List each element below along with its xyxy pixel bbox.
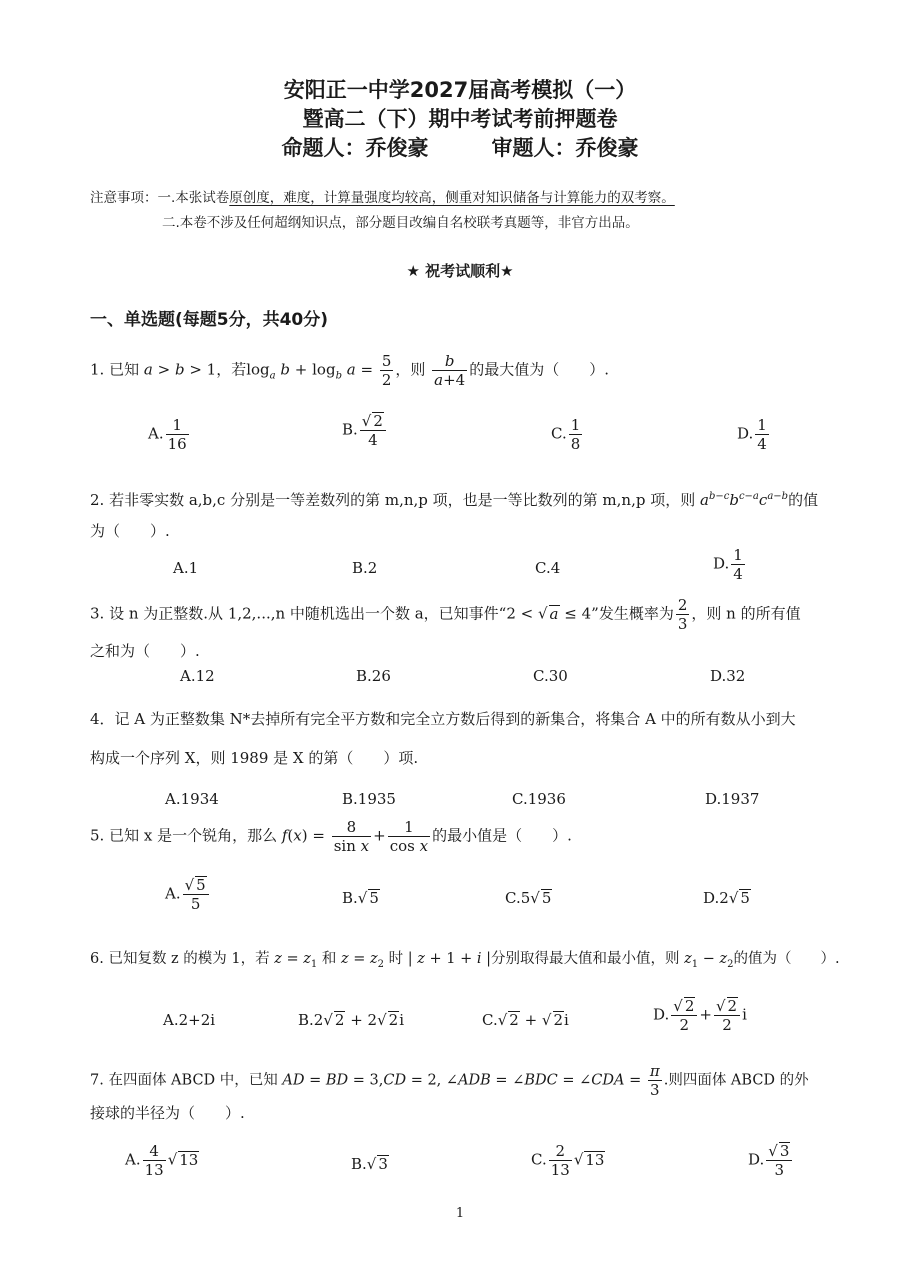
q7-option-a: A. $\frac{4}{13}$ √ 13 <box>125 1142 199 1179</box>
question-7: 7. 在四面体 ABCD 中，已知 AD = BD = 3,CD = 2, ∠ADB = ∠BDC = ∠CDA = $\frac{\pi}{3}$ .则四面体 ABCD 的外 <box>90 1062 809 1099</box>
question-4-line2: 构成一个序列 X，则 1989 是 X 的第（ ）项. <box>90 749 419 767</box>
q6-option-c: C.√ 2 + √ 2i <box>482 1011 569 1029</box>
q4-option-c: C.1936 <box>512 790 566 808</box>
q2-option-b: B.2 <box>352 559 378 577</box>
q2-option-c: C.4 <box>535 559 561 577</box>
notes-underlined: 原创度，难度，计算量强度均较高，侧重对知识储备与计算能力的双考察。 <box>229 190 675 206</box>
question-3: 3. 设 n 为正整数.从 1,2,...,n 中随机选出一个数 a，已知事件“2 < √ a ≤ 4”发生概率为 $\frac{2}{3}$ ，则 n 的所有值 <box>90 596 801 633</box>
q5-option-d: D.2√ 5 <box>703 889 750 907</box>
question-5: 5. 已知 x 是一个锐角，那么 f(x) = $\frac{8}{\text{sin x}}$ + $\frac{1}{\text{cos x}}$ 的最小值是（ ）. <box>90 818 572 855</box>
q7-option-b: B.√ 3 <box>351 1155 388 1173</box>
q3-option-b: B.26 <box>356 667 391 685</box>
question-7-line2: 接球的半径为（ ）. <box>90 1104 245 1122</box>
q6-option-a: A.2+2i <box>163 1011 216 1029</box>
question-6: 6. 已知复数 z 的模为 1，若 $z = z_1$ 和 $z = z_2$ 时 | z + 1 + i |分别取得最大值和最小值，则 $z_1 - z_2$的值为（ ）. <box>90 951 840 970</box>
page-number: 1 <box>455 1206 465 1221</box>
question-1: 1. 已知 a > b > 1，若$\log_a b + \log_b a$ = $\frac{5}{2}$ ，则 $\frac{b}{a+4}$ 的最大值为（ ）. <box>90 352 610 389</box>
q1-option-d: D. $\frac{1}{4}$ <box>737 416 767 453</box>
q4-option-a: A.1934 <box>165 790 219 808</box>
question-2-line2: 为（ ）. <box>90 522 170 540</box>
q6-option-d: D. $\frac{√ 2}{2}$ + $\frac{√ 2}{2}$ i <box>653 997 747 1034</box>
q3-option-d: D.32 <box>710 667 746 685</box>
q5-option-c: C.5√ 5 <box>505 889 552 907</box>
q3-option-a: A.12 <box>180 667 215 685</box>
q4-option-d: D.1937 <box>705 790 760 808</box>
exam-title-line2: 暨高二（下）期中考试考前押题卷 <box>302 107 618 131</box>
q5-option-a: A. $\frac{√ 5}{5}$ <box>165 876 211 913</box>
q5-option-b: B.√ 5 <box>342 889 379 907</box>
q6-option-b: B.2√ 2 + 2√ 2i <box>298 1011 405 1029</box>
q2-option-d: D. $\frac{1}{4}$ <box>713 546 743 583</box>
q2-option-a: A.1 <box>173 559 199 577</box>
q4-option-b: B.1935 <box>342 790 396 808</box>
q1-option-c: C. $\frac{1}{8}$ <box>551 416 581 453</box>
section-heading: 一、单选题(每题5分，共40分) <box>90 310 329 330</box>
notes-line2: 二.本卷不涉及任何超纲知识点，部分题目改编自名校联考真题等，非官方出品。 <box>162 215 639 231</box>
question-3-line2: 之和为（ ）. <box>90 642 200 660</box>
exam-title-line1: 安阳正一中学2027届高考模拟（一） <box>283 78 637 102</box>
notes-prefix: 注意事项：一.本张试卷 <box>90 190 230 206</box>
q3-option-c: C.30 <box>533 667 568 685</box>
q7-option-c: C. $\frac{2}{13}$ √ 13 <box>531 1142 605 1179</box>
notes-line1 <box>90 186 675 206</box>
good-luck-banner: ★ 祝考试顺利★ <box>406 262 514 280</box>
q1-option-a: A. $\frac{1}{16}$ <box>148 416 187 453</box>
exam-title-line3: 命题人：乔俊豪 审题人：乔俊豪 <box>281 136 639 160</box>
question-4-line1: 4．记 A 为正整数集 N*去掉所有完全平方数和完全立方数后得到的新集合，将集合 A 中的所有数从小到大 <box>90 710 796 728</box>
question-2: 2. 若非零实数 a,b,c 分别是一等差数列的第 m,n,p 项，也是一等比数列的第 m,n,p 项，则 $a^{b-c}b^{c-a}c^{a-b}$的值 <box>90 491 819 509</box>
q1-option-b: B. $\frac{√ 2}{4}$ <box>342 412 388 449</box>
q7-option-d: D. $\frac{√ 3}{3}$ <box>748 1142 794 1179</box>
